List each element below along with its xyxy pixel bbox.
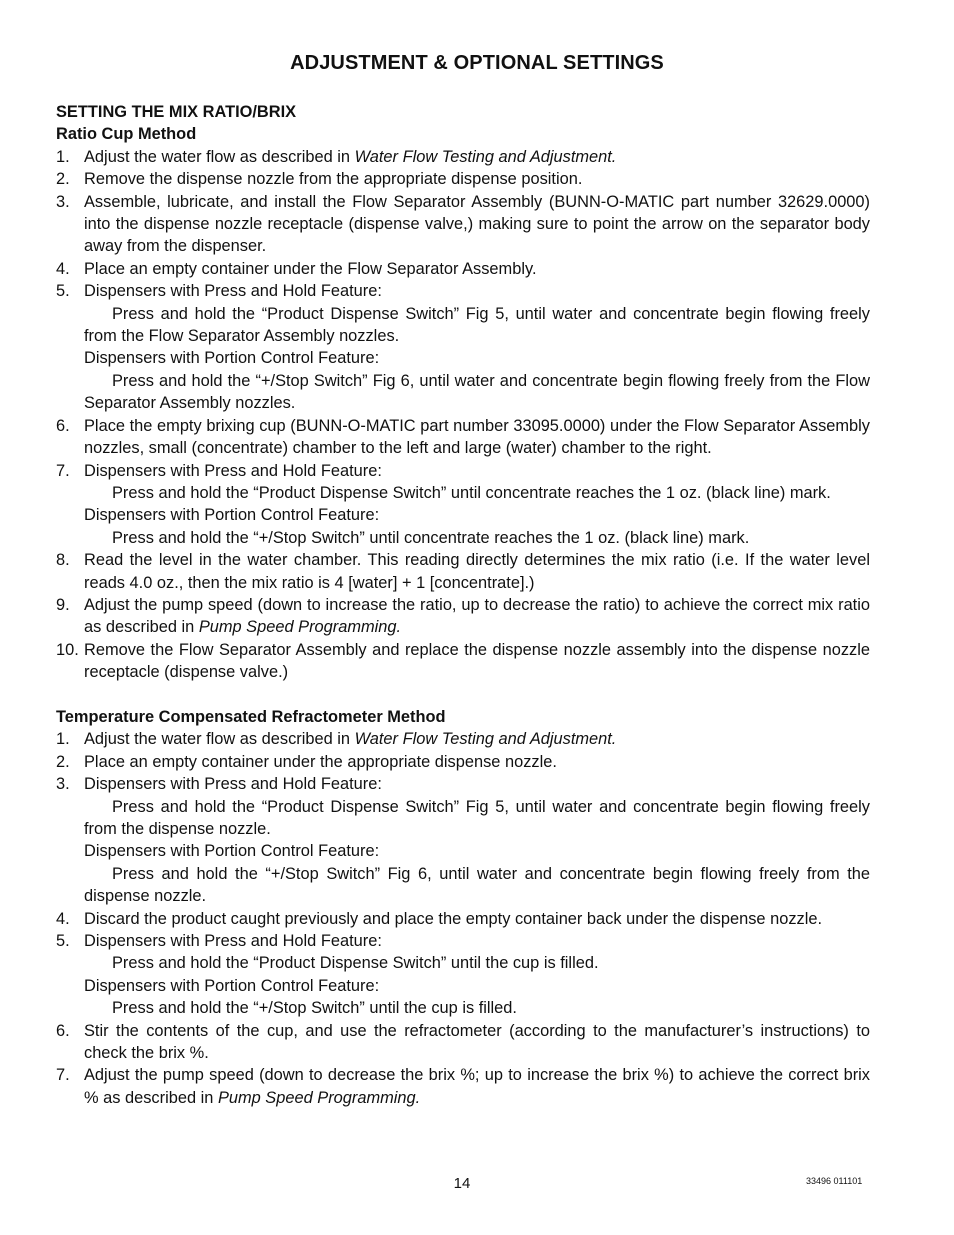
feature-heading: Dispensers with Press and Hold Feature: [84, 461, 382, 480]
step-number: 5. [56, 282, 70, 301]
feature-heading: Dispensers with Portion Control Feature: [84, 842, 380, 861]
step-number: 7. [56, 1066, 70, 1085]
refractometer-steps [56, 728, 870, 1109]
feature-text: Press and hold the “+/Stop Switch” Fig 6, until water and concentrate begin flowing freely from the Flow Separator Assembly nozzles. [84, 371, 870, 413]
list-item [56, 146, 870, 168]
page-number: 14 [453, 1175, 471, 1192]
step-reference: Water Flow Testing and Adjustment. [354, 730, 617, 749]
list-item [56, 639, 870, 684]
step-number: 1. [56, 730, 70, 749]
step-text: Adjust the pump speed (down to decrease the brix %; up to increase the brix %) to achieve the correct brix % as described in [84, 1066, 870, 1107]
feature-text: Press and hold the “+/Stop Switch” until concentrate reaches the 1 oz. (black line) mark. [112, 528, 750, 547]
step-text: Place the empty brixing cup (BUNN-O-MATIC part number 33095.0000) under the Flow Separator Assembly nozzles, small (concentrate) chamber to the left and large (water) chamber to the right. [84, 416, 870, 458]
step-number: 5. [56, 932, 70, 951]
list-item [56, 728, 870, 750]
feature-text: Press and hold the “Product Dispense Switch” Fig 5, until water and concentrate begin flowing freely from the Flow Separator Assembly nozzles. [84, 304, 870, 346]
step-text: Remove the dispense nozzle from the appropriate dispense position. [84, 170, 583, 189]
step-text: Read the level in the water chamber. This reading directly determines the mix ratio (i.e. If the water level reads 4.0 oz., then the mix ratio is 4 [water] + 1 [concentrate].) [84, 551, 870, 592]
document-code: 33496 011101 [806, 1176, 863, 1186]
step-number: 8. [56, 551, 70, 570]
list-item [56, 168, 870, 190]
list-item [56, 930, 870, 1020]
feature-heading: Dispensers with Portion Control Feature: [84, 976, 380, 995]
step-reference: Pump Speed Programming. [198, 618, 402, 637]
list-item [56, 191, 870, 258]
step-text: Adjust the pump speed (down to increase the ratio, up to decrease the ratio) to achieve the correct mix ratio as described in [84, 595, 870, 637]
feature-heading: Dispensers with Portion Control Feature: [84, 349, 380, 368]
list-item [56, 751, 870, 773]
list-item [56, 415, 870, 460]
step-reference: Pump Speed Programming. [217, 1088, 421, 1107]
step-number: 2. [56, 752, 70, 771]
step-number: 6. [56, 416, 70, 435]
list-item [56, 460, 870, 550]
feature-text: Press and hold the “Product Dispense Switch” Fig 5, until water and concentrate begin flowing freely from the dispense nozzle. [84, 797, 870, 838]
list-item [56, 594, 870, 639]
page-title: ADJUSTMENT & OPTIONAL SETTINGS [290, 52, 664, 74]
step-reference: Water Flow Testing and Adjustment. [354, 147, 617, 166]
step-text: Remove the Flow Separator Assembly and replace the dispense nozzle assembly into the dispense nozzle receptacle (dispense valve.) [84, 640, 870, 682]
feature-heading: Dispensers with Press and Hold Feature: [84, 775, 382, 794]
step-number: 9. [56, 595, 70, 614]
feature-heading: Dispensers with Press and Hold Feature: [84, 282, 382, 301]
step-number: 3. [56, 775, 70, 794]
feature-text: Press and hold the “Product Dispense Switch” until the cup is filled. [112, 954, 599, 973]
step-text: Adjust the water flow as described in [84, 730, 355, 749]
feature-heading: Dispensers with Press and Hold Feature: [84, 932, 382, 951]
subsection-heading-ratio-cup: Ratio Cup Method [56, 125, 197, 144]
ratio-cup-steps [56, 146, 870, 684]
feature-text: Press and hold the “Product Dispense Switch” until concentrate reaches the 1 oz. (black line) mark. [112, 483, 831, 502]
step-text: Place an empty container under the appropriate dispense nozzle. [84, 752, 557, 771]
step-number: 4. [56, 909, 70, 928]
list-item [56, 549, 870, 594]
step-number: 6. [56, 1021, 70, 1040]
list-item [56, 280, 870, 414]
list-item [56, 908, 870, 930]
step-number: 3. [56, 192, 70, 211]
section-heading-mix-ratio: SETTING THE MIX RATIO/BRIX [56, 103, 297, 121]
subsection-heading-refractometer: Temperature Compensated Refractometer Method [56, 707, 446, 726]
feature-heading: Dispensers with Portion Control Feature: [84, 506, 380, 525]
step-text: Assemble, lubricate, and install the Flow Separator Assembly (BUNN-O-MATIC part number 32629.0000) into the dispense nozzle receptacle (dispense valve,) making sure to point the arrow on the separator body away from the dispenser. [84, 192, 870, 256]
feature-text: Press and hold the “+/Stop Switch” until the cup is filled. [112, 999, 517, 1018]
list-item [56, 1020, 870, 1065]
step-text: Stir the contents of the cup, and use the refractometer (according to the manufacturer’s instructions) to check the brix %. [84, 1021, 870, 1063]
step-text: Place an empty container under the Flow Separator Assembly. [84, 259, 537, 278]
spacer [56, 684, 870, 706]
list-item [56, 258, 870, 280]
step-number: 4. [56, 259, 70, 278]
step-number: 2. [56, 170, 70, 189]
document-body [56, 101, 870, 1109]
step-text: Adjust the water flow as described in [84, 147, 355, 166]
step-text: Discard the product caught previously and place the empty container back under the dispense nozzle. [84, 909, 823, 928]
feature-text: Press and hold the “+/Stop Switch” Fig 6, until water and concentrate begin flowing freely from the dispense nozzle. [84, 864, 870, 906]
step-number: 10. [56, 640, 79, 659]
step-number: 7. [56, 461, 70, 480]
list-item [56, 1064, 870, 1109]
list-item [56, 773, 870, 907]
step-number: 1. [56, 147, 70, 166]
